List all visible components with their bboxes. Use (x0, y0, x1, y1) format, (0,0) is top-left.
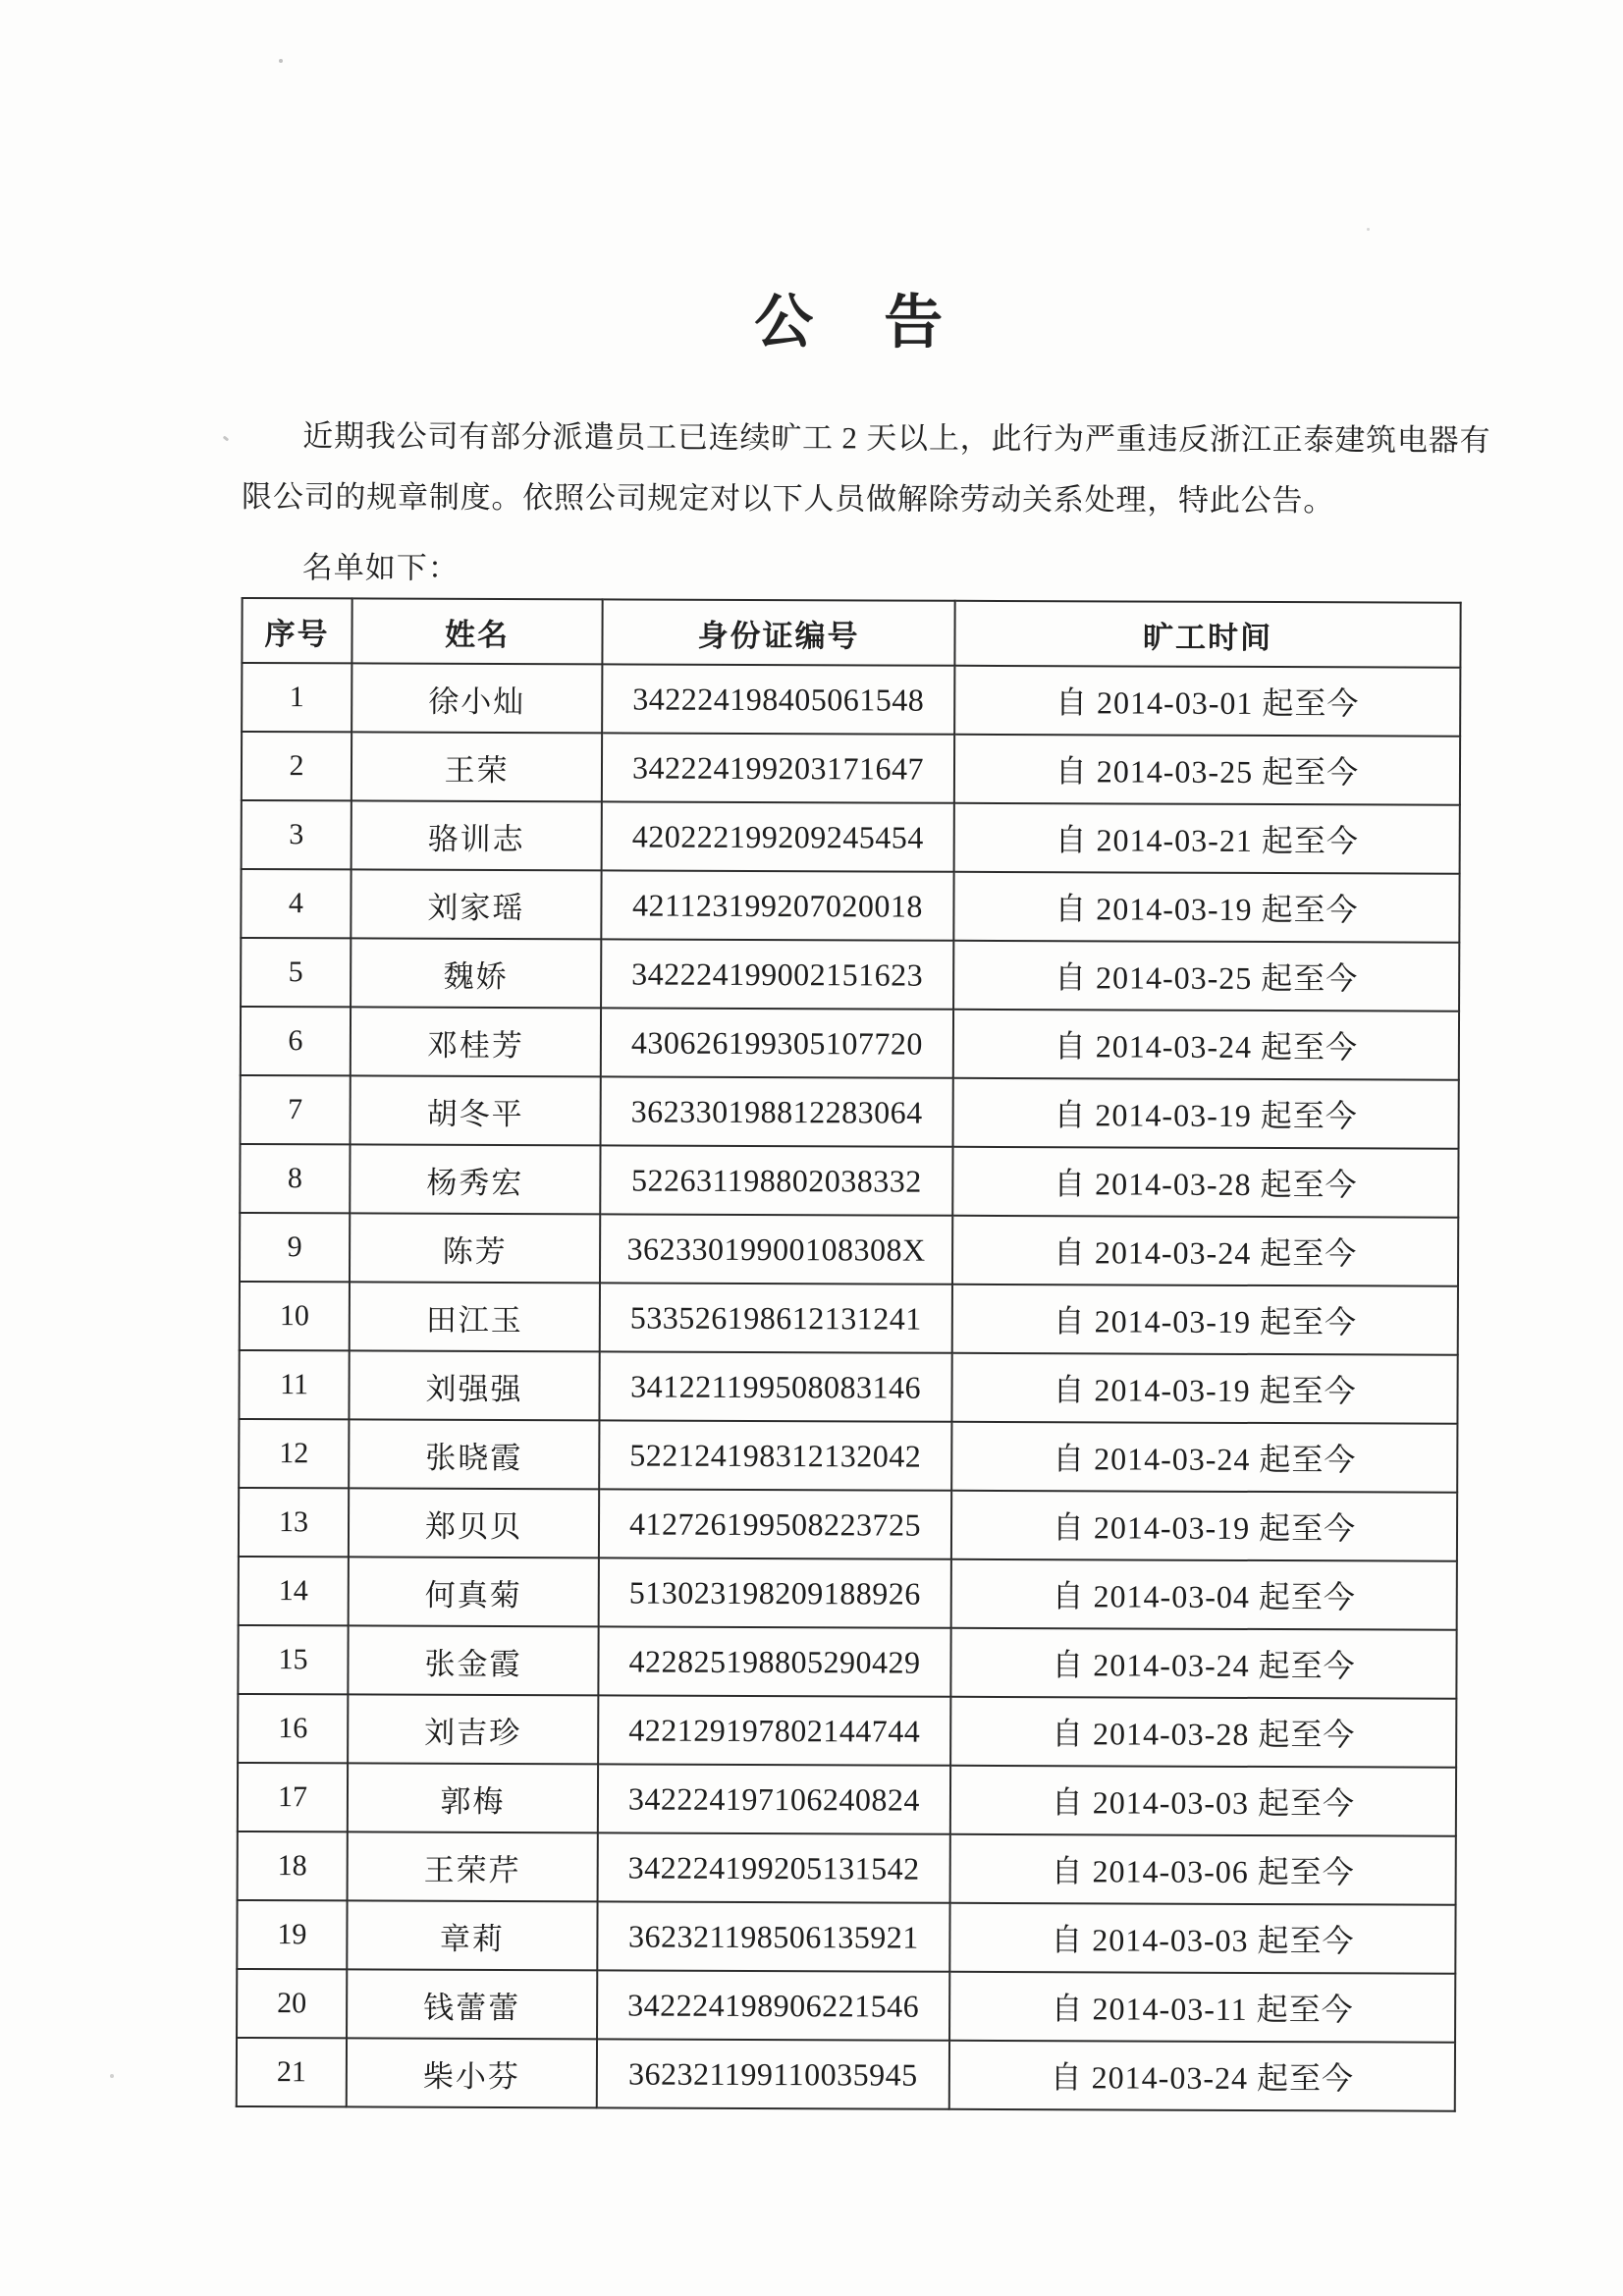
table-row (239, 1488, 1457, 1561)
serial-number-cell: 8 (240, 1144, 350, 1213)
absence-time-cell: 自 2014-03-21 起至今 (954, 803, 1460, 874)
name-cell: 杨秀宏 (350, 1144, 600, 1214)
table-body (237, 663, 1461, 2111)
name-cell: 刘吉珍 (348, 1694, 598, 1764)
serial-number-cell: 7 (241, 1075, 351, 1144)
table-row (241, 869, 1459, 943)
notice-title: 公 告 (754, 290, 949, 355)
table-row (238, 1831, 1456, 1905)
table-row (238, 1694, 1456, 1768)
header-serial-number: 序号 (242, 598, 352, 663)
table-row (239, 1350, 1457, 1424)
serial-number-cell: 3 (242, 800, 352, 869)
table-header-row (242, 598, 1460, 668)
serial-number-cell: 14 (239, 1557, 349, 1625)
name-cell: 骆训志 (352, 800, 602, 870)
notice-paragraph-line1: 近期我公司有部分派遣员工已连续旷工 2 天以上，此行为严重违反浙江正泰建筑电器有 (302, 418, 1491, 458)
id-number-cell: 362321198506135921 (597, 1901, 949, 1971)
id-number-cell: 421123199207020018 (601, 870, 953, 940)
absence-time-cell: 自 2014-03-28 起至今 (950, 1697, 1456, 1768)
header-absence-time: 旷工时间 (954, 601, 1460, 668)
table-row (242, 663, 1460, 737)
name-cell: 王荣芹 (348, 1831, 598, 1901)
absence-time-cell: 自 2014-03-24 起至今 (953, 1010, 1459, 1080)
serial-number-cell: 16 (238, 1694, 348, 1763)
id-number-cell: 342224198906221546 (597, 1970, 949, 2040)
name-cell: 胡冬平 (351, 1075, 601, 1145)
id-number-cell: 420222199209245454 (602, 801, 954, 871)
id-number-cell: 342224197106240824 (598, 1764, 950, 1833)
id-number-cell: 533526198612131241 (600, 1283, 952, 1352)
serial-number-cell: 19 (237, 1900, 347, 1969)
serial-number-cell: 12 (239, 1419, 349, 1488)
absence-time-cell: 自 2014-03-25 起至今 (954, 735, 1460, 805)
id-number-cell: 36233019900108308X (600, 1214, 952, 1284)
table-row (240, 1144, 1458, 1218)
serial-number-cell: 6 (241, 1007, 351, 1075)
name-cell: 郭梅 (348, 1763, 598, 1832)
absence-time-cell: 自 2014-03-03 起至今 (950, 1766, 1456, 1836)
id-number-cell: 422129197802144744 (598, 1695, 950, 1765)
scan-speck (279, 59, 283, 63)
name-cell: 陈芳 (350, 1213, 600, 1283)
name-cell: 刘家瑶 (351, 869, 601, 939)
absence-time-cell: 自 2014-03-25 起至今 (953, 941, 1459, 1011)
absence-time-cell: 自 2014-03-24 起至今 (950, 1628, 1456, 1699)
id-number-cell: 430626199305107720 (601, 1008, 953, 1077)
serial-number-cell: 10 (240, 1282, 350, 1350)
list-intro: 名单如下： (301, 550, 460, 585)
id-number-cell: 342224198405061548 (602, 664, 954, 734)
scan-speck (1367, 228, 1370, 231)
notice-paragraph-line2: 限公司的规章制度。依照公司规定对以下人员做解除劳动关系处理，特此公告。 (241, 478, 1335, 519)
header-id-number: 身份证编号 (602, 599, 954, 665)
absence-time-cell: 自 2014-03-06 起至今 (950, 1834, 1456, 1905)
name-cell: 刘强强 (349, 1350, 599, 1420)
absence-time-cell: 自 2014-03-24 起至今 (951, 1422, 1457, 1493)
serial-number-cell: 11 (239, 1350, 349, 1419)
id-number-cell: 342224199205131542 (598, 1832, 950, 1902)
serial-number-cell: 18 (238, 1831, 348, 1900)
notice-content (241, 0, 1491, 2097)
table-row (242, 800, 1460, 874)
absence-time-cell: 自 2014-03-28 起至今 (952, 1147, 1458, 1218)
name-cell: 郑贝贝 (349, 1488, 599, 1558)
name-cell: 何真菊 (349, 1557, 599, 1626)
absence-time-cell: 自 2014-03-19 起至今 (951, 1491, 1457, 1561)
table-row (238, 1625, 1456, 1699)
serial-number-cell: 21 (237, 2038, 347, 2106)
absence-time-cell: 自 2014-03-11 起至今 (949, 1972, 1455, 2043)
serial-number-cell: 1 (242, 663, 352, 732)
id-number-cell: 412726199508223725 (599, 1489, 951, 1558)
id-number-cell: 342224199203171647 (602, 733, 954, 802)
serial-number-cell: 4 (241, 869, 351, 938)
absence-time-cell: 自 2014-03-19 起至今 (953, 872, 1459, 943)
scan-speck (223, 435, 230, 441)
table-row (237, 1969, 1455, 2043)
table-row (241, 938, 1459, 1011)
absence-time-cell: 自 2014-03-24 起至今 (949, 2041, 1455, 2111)
name-cell: 魏娇 (351, 938, 601, 1008)
id-number-cell: 362321199110035945 (597, 2039, 949, 2108)
serial-number-cell: 17 (238, 1763, 348, 1831)
table-row (241, 1075, 1459, 1149)
table-row (241, 1007, 1459, 1080)
name-cell: 张晓霞 (349, 1419, 599, 1489)
name-cell: 柴小芬 (347, 2038, 597, 2107)
id-number-cell: 522631198802038332 (600, 1145, 952, 1215)
id-number-cell: 522124198312132042 (599, 1420, 951, 1490)
name-cell: 钱蕾蕾 (347, 1969, 597, 2039)
serial-number-cell: 13 (239, 1488, 349, 1557)
id-number-cell: 341221199508083146 (599, 1351, 951, 1421)
id-number-cell: 513023198209188926 (599, 1558, 951, 1627)
dismissal-table (236, 597, 1462, 2112)
name-cell: 田江玉 (350, 1282, 600, 1351)
absence-time-cell: 自 2014-03-24 起至今 (952, 1216, 1458, 1286)
name-cell: 邓桂芳 (351, 1007, 601, 1076)
header-name: 姓名 (352, 598, 602, 664)
absence-time-cell: 自 2014-03-01 起至今 (954, 666, 1460, 737)
name-cell: 张金霞 (348, 1625, 598, 1695)
absence-time-cell: 自 2014-03-03 起至今 (949, 1903, 1455, 1974)
name-cell: 王荣 (352, 732, 602, 801)
table-row (240, 1282, 1458, 1355)
absence-time-cell: 自 2014-03-19 起至今 (952, 1285, 1458, 1355)
serial-number-cell: 20 (237, 1969, 347, 2038)
table-row (238, 1763, 1456, 1836)
table-row (237, 2038, 1455, 2111)
id-number-cell: 342224199002151623 (601, 939, 953, 1009)
table-row (239, 1419, 1457, 1493)
id-number-cell: 422825198805290429 (598, 1626, 950, 1696)
serial-number-cell: 9 (240, 1213, 350, 1282)
table-row (242, 732, 1460, 805)
serial-number-cell: 5 (241, 938, 351, 1007)
absence-time-cell: 自 2014-03-19 起至今 (951, 1353, 1457, 1424)
name-cell: 徐小灿 (352, 663, 602, 733)
table-row (240, 1213, 1458, 1286)
scan-speck (110, 2074, 114, 2078)
serial-number-cell: 2 (242, 732, 352, 800)
table-row (239, 1557, 1457, 1630)
id-number-cell: 362330198812283064 (601, 1076, 953, 1146)
absence-time-cell: 自 2014-03-19 起至今 (953, 1078, 1459, 1149)
table-row (237, 1900, 1455, 1974)
name-cell: 章莉 (347, 1900, 597, 1970)
serial-number-cell: 15 (238, 1625, 348, 1694)
absence-time-cell: 自 2014-03-04 起至今 (951, 1559, 1457, 1630)
